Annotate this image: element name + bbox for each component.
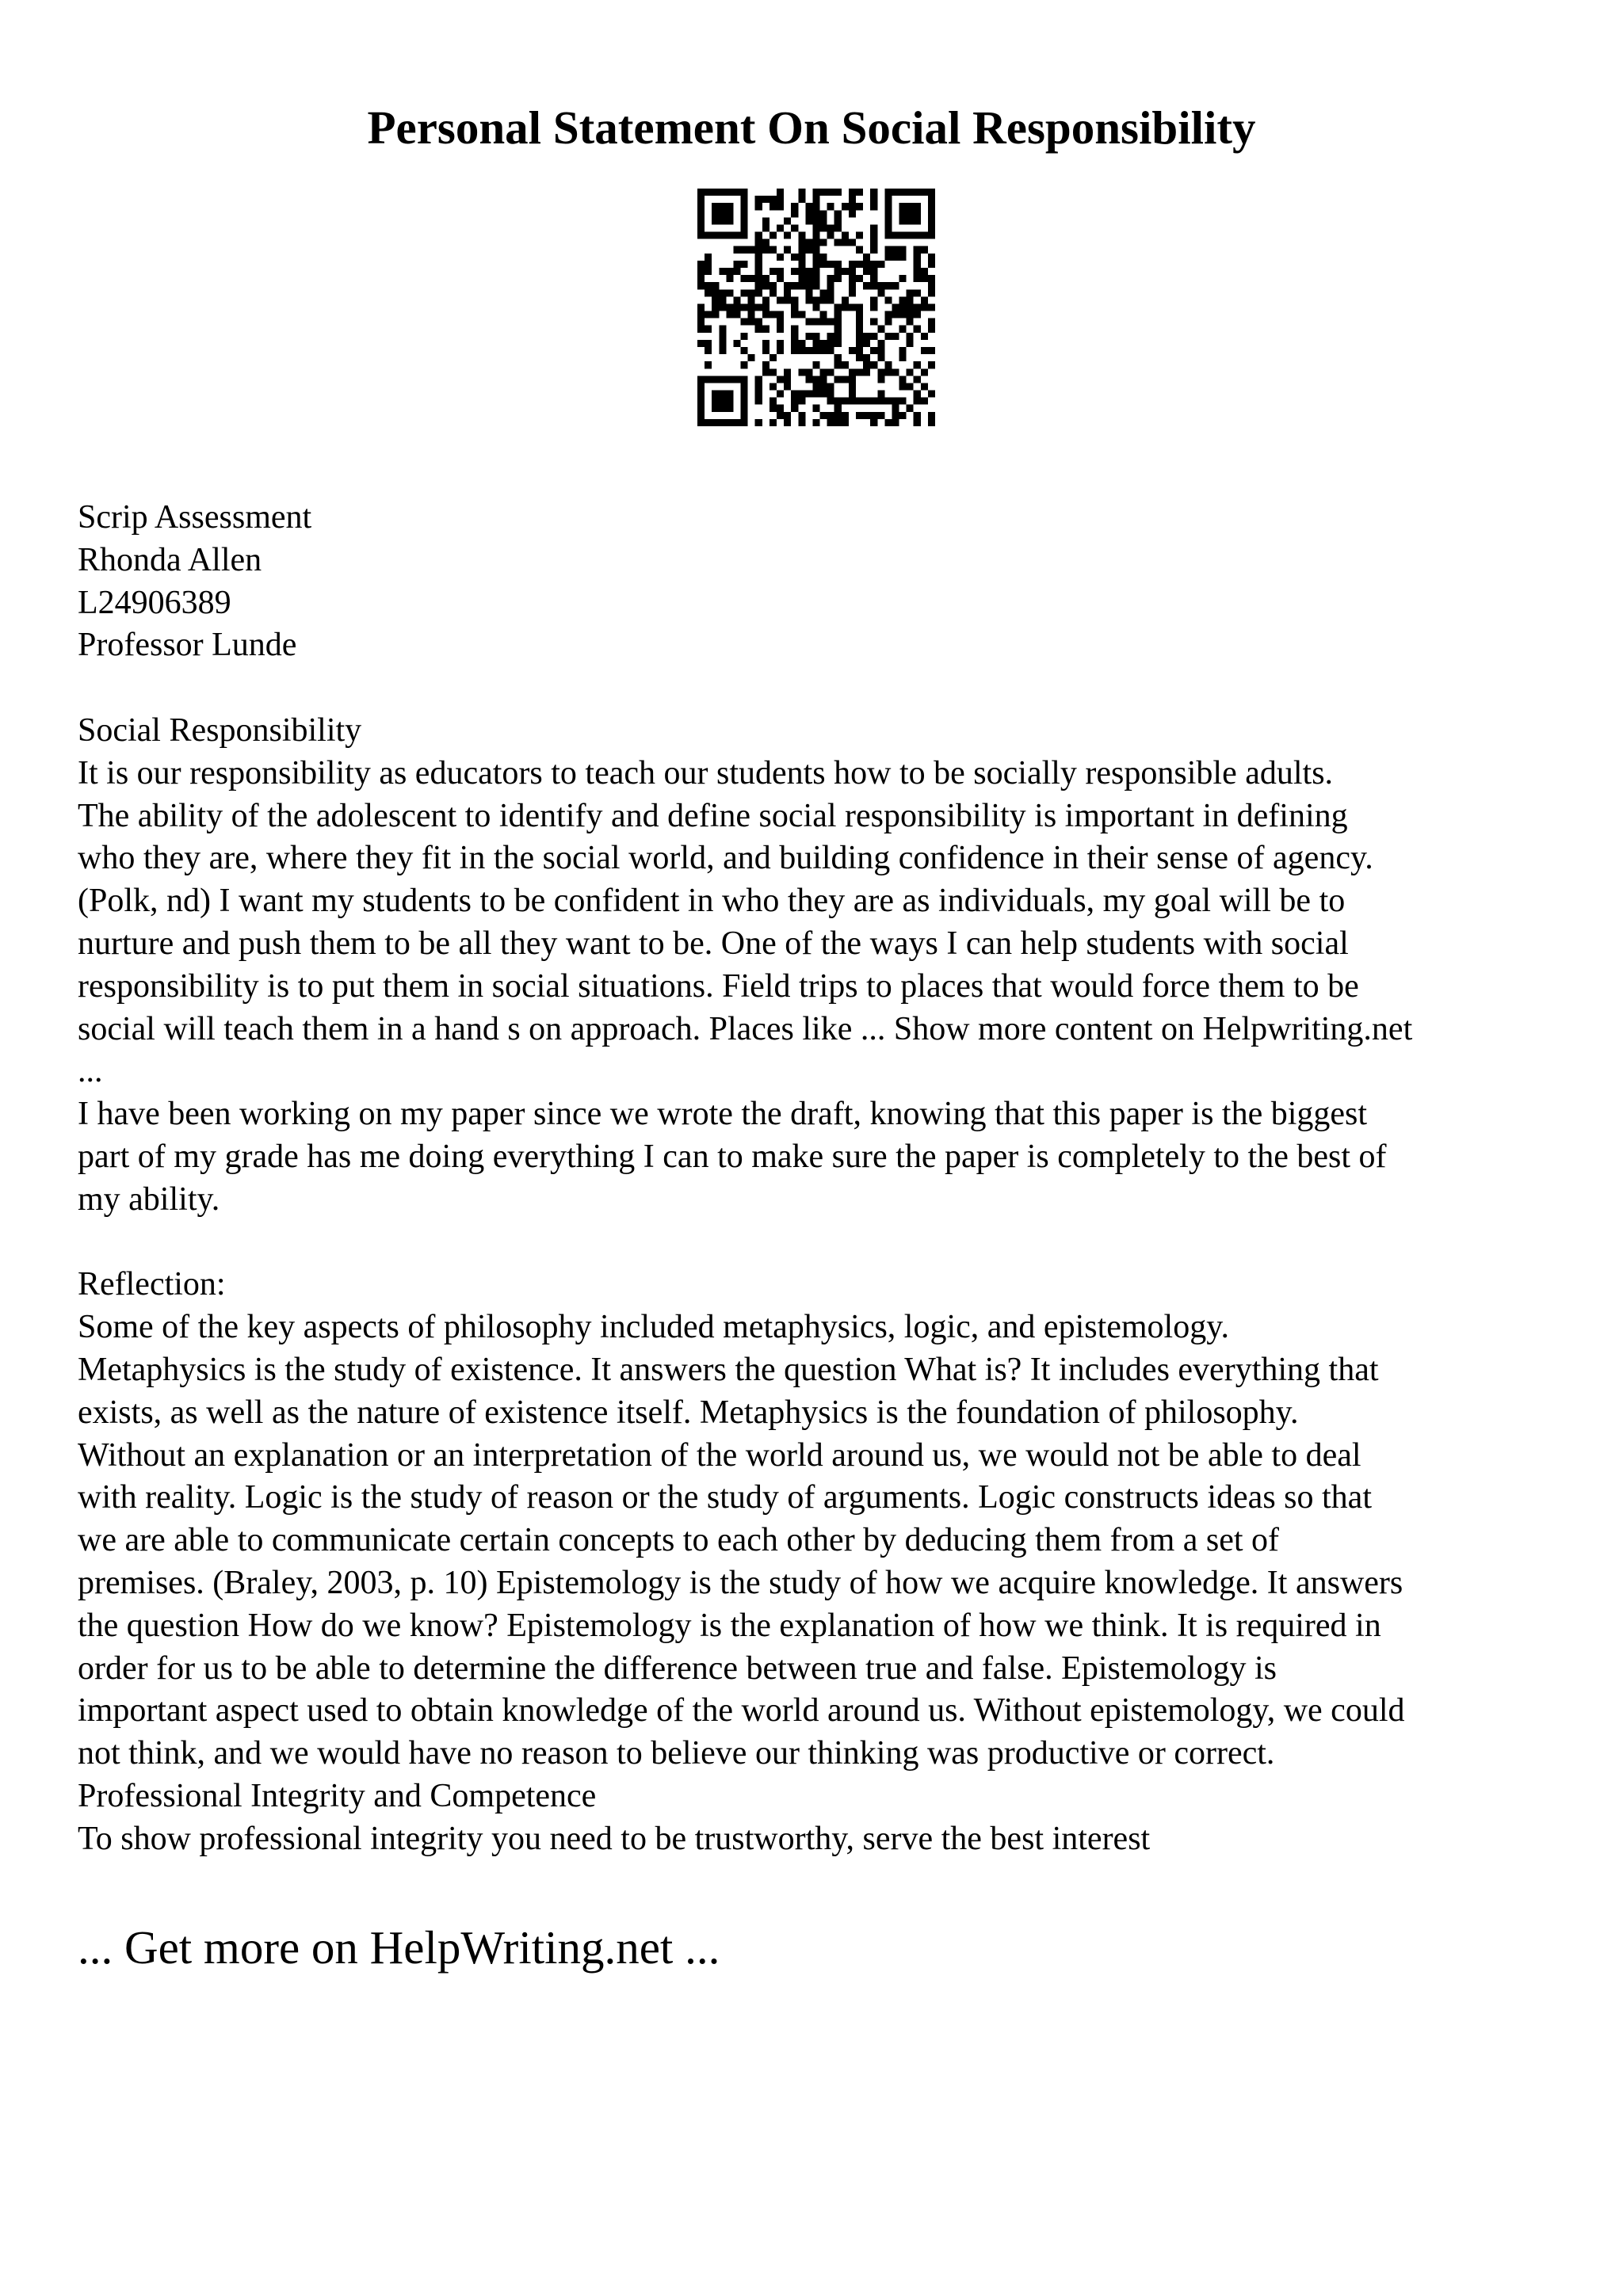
- body-line: It is our responsibility as educators to teach our students how to be socially responsible adults.: [78, 754, 1334, 791]
- body-line: ...: [78, 1053, 103, 1090]
- body-line: I have been working on my paper since we wrote the draft, knowing that this paper is the biggest: [78, 1096, 1368, 1133]
- section-paper-progress: [78, 1093, 1568, 1221]
- body-line: the question How do we know? Epistemology is the explanation of how we think. It is required in: [78, 1607, 1381, 1644]
- body-line: we are able to communicate certain concepts to each other by deducing them from a set of: [78, 1522, 1280, 1559]
- document-title: Personal Statement On Social Responsibility: [367, 101, 1256, 154]
- body-line: not think, and we would have no reason to believe our thinking was productive or correct.: [78, 1735, 1275, 1772]
- body-line: social will teach them in a hand s on approach. Places like ... Show more content on Helpwriting.net: [78, 1010, 1413, 1047]
- course-name: Scrip Assessment: [78, 499, 312, 536]
- section-reflection: [78, 1264, 1568, 1860]
- student-id: L24906389: [78, 584, 231, 621]
- header-block: [78, 497, 1568, 667]
- section-social-responsibility: [78, 710, 1568, 1093]
- body-line: (Polk, nd) I want my students to be confident in who they are as individuals, my goal will be to: [78, 883, 1346, 920]
- body-line: who they are, where they fit in the social world, and building confidence in their sense of agency.: [78, 840, 1373, 877]
- document-body: [78, 497, 1568, 1861]
- paragraph-gap: [78, 667, 1568, 710]
- get-more-link[interactable]: ... Get more on HelpWriting.net ...: [78, 1921, 720, 1974]
- subsection-heading: Professional Integrity and Competence: [78, 1777, 597, 1814]
- body-line: premises. (Braley, 2003, p. 10) Epistemology is the study of how we acquire knowledge. It answers: [78, 1564, 1403, 1601]
- body-line: To show professional integrity you need to be trustworthy, serve the best interest: [78, 1820, 1151, 1857]
- body-line: exists, as well as the nature of existence itself. Metaphysics is the foundation of philosophy.: [78, 1394, 1299, 1431]
- student-name: Rhonda Allen: [78, 541, 262, 578]
- body-line: The ability of the adolescent to identify and define social responsibility is important in defining: [78, 797, 1348, 834]
- body-line: with reality. Logic is the study of reason or the study of arguments. Logic constructs ideas so that: [78, 1479, 1372, 1516]
- body-line: Some of the key aspects of philosophy included metaphysics, logic, and epistemology.: [78, 1309, 1229, 1346]
- body-line: order for us to be able to determine the difference between true and false. Epistemology is: [78, 1650, 1277, 1687]
- qr-code-icon: [697, 189, 935, 426]
- section-heading: Social Responsibility: [78, 711, 362, 749]
- body-line: responsibility is to put them in social situations. Field trips to places that would force them to be: [78, 967, 1359, 1005]
- section-heading: Reflection:: [78, 1266, 226, 1303]
- paragraph-gap: [78, 1222, 1568, 1264]
- body-line: Metaphysics is the study of existence. It answers the question What is? It includes everything that: [78, 1351, 1379, 1388]
- body-line: part of my grade has me doing everything I can to make sure the paper is completely to the best of: [78, 1138, 1387, 1175]
- body-line: important aspect used to obtain knowledge of the world around us. Without epistemology, we could: [78, 1692, 1405, 1730]
- body-line: nurture and push them to be all they want to be. One of the ways I can help students with social: [78, 925, 1349, 962]
- body-line: Without an explanation or an interpretation of the world around us, we would not be able to deal: [78, 1436, 1361, 1474]
- body-line: my ability.: [78, 1180, 220, 1218]
- professor-name: Professor Lunde: [78, 627, 297, 664]
